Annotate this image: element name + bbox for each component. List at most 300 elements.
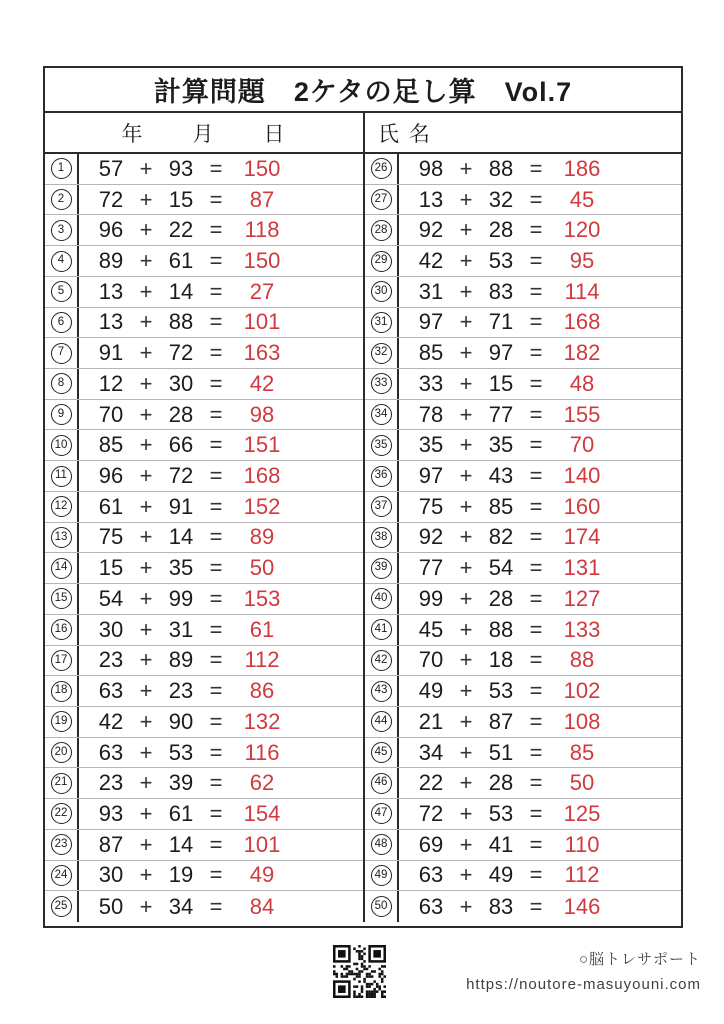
circled-number: 44 bbox=[371, 711, 392, 732]
circled-number: 37 bbox=[371, 496, 392, 517]
answer-value: 70 bbox=[569, 432, 595, 458]
equals-sign: = bbox=[529, 585, 543, 611]
operand-b: 51 bbox=[488, 739, 514, 765]
problem-row bbox=[45, 461, 363, 492]
plus-sign: + bbox=[459, 678, 473, 704]
operand-a: 13 bbox=[418, 186, 444, 212]
plus-sign: + bbox=[459, 186, 473, 212]
operand-a: 92 bbox=[418, 217, 444, 243]
problem-row bbox=[365, 646, 681, 677]
plus-sign: + bbox=[459, 616, 473, 642]
problems-grid bbox=[45, 154, 681, 922]
problem-equation bbox=[399, 553, 681, 583]
circled-number: 28 bbox=[371, 220, 392, 241]
circled-number: 50 bbox=[371, 896, 392, 917]
operand-a: 63 bbox=[418, 893, 444, 919]
problem-equation bbox=[79, 738, 363, 768]
problem-row bbox=[45, 891, 363, 922]
circled-number: 6 bbox=[51, 312, 72, 333]
operand-b: 85 bbox=[488, 493, 514, 519]
circled-number: 31 bbox=[371, 312, 392, 333]
circled-number: 24 bbox=[51, 865, 72, 886]
operand-a: 85 bbox=[98, 432, 124, 458]
problem-equation bbox=[399, 277, 681, 307]
operand-a: 34 bbox=[418, 739, 444, 765]
plus-sign: + bbox=[139, 524, 153, 550]
circled-number: 7 bbox=[51, 343, 72, 364]
circled-number: 38 bbox=[371, 527, 392, 548]
problem-equation bbox=[79, 215, 363, 245]
equals-sign: = bbox=[209, 309, 223, 335]
problem-row bbox=[45, 400, 363, 431]
problem-number bbox=[365, 308, 399, 338]
problem-number bbox=[365, 830, 399, 860]
problem-number bbox=[45, 584, 79, 614]
equals-sign: = bbox=[209, 708, 223, 734]
plus-sign: + bbox=[139, 708, 153, 734]
problem-number bbox=[365, 738, 399, 768]
operand-a: 54 bbox=[98, 585, 124, 611]
plus-sign: + bbox=[139, 309, 153, 335]
answer-value: 49 bbox=[249, 862, 275, 888]
problem-equation bbox=[79, 768, 363, 798]
answer-value: 48 bbox=[569, 370, 595, 396]
operand-b: 99 bbox=[168, 585, 194, 611]
equals-sign: = bbox=[529, 186, 543, 212]
plus-sign: + bbox=[459, 401, 473, 427]
problem-number bbox=[45, 615, 79, 645]
problem-number bbox=[365, 584, 399, 614]
equals-sign: = bbox=[529, 155, 543, 181]
operand-b: 28 bbox=[488, 217, 514, 243]
problem-row bbox=[45, 492, 363, 523]
operand-a: 98 bbox=[418, 155, 444, 181]
problem-row bbox=[365, 523, 681, 554]
operand-a: 89 bbox=[98, 248, 124, 274]
problem-equation bbox=[399, 615, 681, 645]
operand-b: 89 bbox=[168, 647, 194, 673]
problem-row bbox=[365, 738, 681, 769]
problem-number bbox=[365, 676, 399, 706]
answer-value: 163 bbox=[243, 340, 281, 366]
operand-a: 75 bbox=[418, 493, 444, 519]
problem-number bbox=[45, 707, 79, 737]
problem-equation bbox=[399, 338, 681, 368]
problem-row bbox=[45, 523, 363, 554]
circled-number: 39 bbox=[371, 558, 392, 579]
answer-value: 127 bbox=[563, 585, 601, 611]
operand-a: 92 bbox=[418, 524, 444, 550]
problem-equation bbox=[399, 400, 681, 430]
title-row bbox=[45, 68, 681, 113]
operand-b: 15 bbox=[168, 186, 194, 212]
plus-sign: + bbox=[459, 493, 473, 519]
equals-sign: = bbox=[529, 708, 543, 734]
circled-number: 14 bbox=[51, 558, 72, 579]
problem-number bbox=[45, 308, 79, 338]
answer-value: 88 bbox=[569, 647, 595, 673]
circled-number: 32 bbox=[371, 343, 392, 364]
operand-b: 15 bbox=[488, 370, 514, 396]
equals-sign: = bbox=[529, 217, 543, 243]
problem-number bbox=[45, 768, 79, 798]
problem-row bbox=[365, 584, 681, 615]
problem-row bbox=[45, 830, 363, 861]
circled-number: 26 bbox=[371, 158, 392, 179]
year-label: 年 bbox=[121, 122, 143, 146]
problem-equation bbox=[399, 369, 681, 399]
circled-number: 5 bbox=[51, 281, 72, 302]
problem-row bbox=[365, 154, 681, 185]
operand-b: 35 bbox=[168, 555, 194, 581]
circled-number: 25 bbox=[51, 896, 72, 917]
equals-sign: = bbox=[209, 555, 223, 581]
plus-sign: + bbox=[139, 463, 153, 489]
problem-row bbox=[365, 215, 681, 246]
footer-credits bbox=[466, 947, 701, 997]
operand-a: 77 bbox=[418, 555, 444, 581]
problem-row bbox=[365, 277, 681, 308]
problem-number bbox=[365, 185, 399, 215]
problem-row bbox=[45, 799, 363, 830]
operand-a: 72 bbox=[418, 800, 444, 826]
operand-b: 53 bbox=[488, 800, 514, 826]
answer-value: 154 bbox=[243, 800, 281, 826]
plus-sign: + bbox=[459, 800, 473, 826]
answer-value: 146 bbox=[563, 893, 601, 919]
operand-b: 22 bbox=[168, 217, 194, 243]
problem-row bbox=[365, 430, 681, 461]
equals-sign: = bbox=[529, 893, 543, 919]
problem-equation bbox=[79, 676, 363, 706]
problem-equation bbox=[79, 584, 363, 614]
operand-a: 50 bbox=[98, 893, 124, 919]
problem-equation bbox=[79, 830, 363, 860]
equals-sign: = bbox=[529, 800, 543, 826]
equals-sign: = bbox=[529, 555, 543, 581]
problem-number bbox=[45, 430, 79, 460]
answer-value: 61 bbox=[249, 616, 275, 642]
qr-code bbox=[333, 945, 386, 998]
problem-equation bbox=[79, 277, 363, 307]
plus-sign: + bbox=[139, 432, 153, 458]
problem-equation bbox=[79, 461, 363, 491]
circled-number: 18 bbox=[51, 681, 72, 702]
answer-value: 84 bbox=[249, 893, 275, 919]
problem-row bbox=[45, 246, 363, 277]
plus-sign: + bbox=[139, 278, 153, 304]
problem-equation bbox=[79, 246, 363, 276]
problem-number bbox=[45, 400, 79, 430]
equals-sign: = bbox=[529, 432, 543, 458]
equals-sign: = bbox=[209, 616, 223, 642]
problem-row bbox=[365, 461, 681, 492]
problem-equation bbox=[399, 738, 681, 768]
operand-b: 88 bbox=[488, 616, 514, 642]
equals-sign: = bbox=[209, 155, 223, 181]
problem-number bbox=[365, 154, 399, 184]
problem-number bbox=[365, 799, 399, 829]
equals-sign: = bbox=[209, 800, 223, 826]
operand-a: 75 bbox=[98, 524, 124, 550]
circled-number: 8 bbox=[51, 373, 72, 394]
operand-b: 72 bbox=[168, 340, 194, 366]
operand-a: 97 bbox=[418, 309, 444, 335]
problem-row bbox=[365, 830, 681, 861]
circled-number: 15 bbox=[51, 588, 72, 609]
plus-sign: + bbox=[139, 401, 153, 427]
circled-number: 17 bbox=[51, 650, 72, 671]
problem-equation bbox=[399, 430, 681, 460]
answer-value: 101 bbox=[243, 309, 281, 335]
problem-number bbox=[365, 768, 399, 798]
plus-sign: + bbox=[459, 647, 473, 673]
equals-sign: = bbox=[209, 340, 223, 366]
problem-equation bbox=[79, 707, 363, 737]
operand-b: 83 bbox=[488, 893, 514, 919]
equals-sign: = bbox=[209, 248, 223, 274]
operand-b: 34 bbox=[168, 893, 194, 919]
operand-a: 21 bbox=[418, 708, 444, 734]
problem-equation bbox=[399, 861, 681, 891]
equals-sign: = bbox=[529, 647, 543, 673]
problem-equation bbox=[399, 308, 681, 338]
answer-value: 101 bbox=[243, 831, 281, 857]
plus-sign: + bbox=[139, 770, 153, 796]
problem-number bbox=[45, 861, 79, 891]
circled-number: 2 bbox=[51, 189, 72, 210]
problem-equation bbox=[79, 308, 363, 338]
equals-sign: = bbox=[529, 739, 543, 765]
problem-number bbox=[365, 553, 399, 583]
problem-row bbox=[365, 615, 681, 646]
circled-number: 4 bbox=[51, 251, 72, 272]
problem-row bbox=[45, 707, 363, 738]
equals-sign: = bbox=[529, 248, 543, 274]
plus-sign: + bbox=[139, 616, 153, 642]
answer-value: 95 bbox=[569, 248, 595, 274]
problem-equation bbox=[399, 646, 681, 676]
answer-value: 45 bbox=[569, 186, 595, 212]
circled-number: 9 bbox=[51, 404, 72, 425]
plus-sign: + bbox=[139, 647, 153, 673]
operand-b: 77 bbox=[488, 401, 514, 427]
problem-row bbox=[45, 553, 363, 584]
problem-row bbox=[45, 185, 363, 216]
problem-equation bbox=[399, 584, 681, 614]
circled-number: 10 bbox=[51, 435, 72, 456]
plus-sign: + bbox=[459, 340, 473, 366]
problem-row bbox=[365, 400, 681, 431]
problem-row bbox=[45, 584, 363, 615]
answer-value: 120 bbox=[563, 217, 601, 243]
equals-sign: = bbox=[209, 524, 223, 550]
problem-number bbox=[365, 277, 399, 307]
header-row bbox=[45, 113, 681, 154]
problem-row bbox=[45, 430, 363, 461]
operand-b: 53 bbox=[168, 739, 194, 765]
circled-number: 35 bbox=[371, 435, 392, 456]
problem-equation bbox=[399, 154, 681, 184]
problem-number bbox=[45, 738, 79, 768]
problem-row bbox=[365, 891, 681, 922]
operand-b: 72 bbox=[168, 463, 194, 489]
operand-a: 96 bbox=[98, 463, 124, 489]
plus-sign: + bbox=[139, 217, 153, 243]
problem-row bbox=[365, 861, 681, 892]
operand-b: 23 bbox=[168, 678, 194, 704]
plus-sign: + bbox=[139, 555, 153, 581]
plus-sign: + bbox=[459, 278, 473, 304]
problem-equation bbox=[399, 707, 681, 737]
problem-number bbox=[365, 615, 399, 645]
answer-value: 168 bbox=[563, 309, 601, 335]
plus-sign: + bbox=[459, 585, 473, 611]
operand-a: 91 bbox=[98, 340, 124, 366]
day-label: 日 bbox=[263, 122, 285, 146]
problem-number bbox=[365, 492, 399, 522]
problem-number bbox=[45, 676, 79, 706]
plus-sign: + bbox=[459, 555, 473, 581]
circled-number: 3 bbox=[51, 220, 72, 241]
problem-number bbox=[45, 492, 79, 522]
problem-equation bbox=[399, 768, 681, 798]
equals-sign: = bbox=[209, 739, 223, 765]
problem-number bbox=[45, 523, 79, 553]
circled-number: 27 bbox=[371, 189, 392, 210]
problem-row bbox=[365, 707, 681, 738]
operand-a: 63 bbox=[98, 739, 124, 765]
operand-b: 43 bbox=[488, 463, 514, 489]
circled-number: 22 bbox=[51, 803, 72, 824]
operand-a: 23 bbox=[98, 647, 124, 673]
problem-number bbox=[365, 246, 399, 276]
equals-sign: = bbox=[209, 432, 223, 458]
operand-b: 88 bbox=[488, 155, 514, 181]
circled-number: 42 bbox=[371, 650, 392, 671]
plus-sign: + bbox=[139, 585, 153, 611]
answer-value: 118 bbox=[244, 217, 280, 243]
problem-equation bbox=[79, 799, 363, 829]
plus-sign: + bbox=[459, 862, 473, 888]
date-field bbox=[45, 113, 363, 152]
operand-b: 87 bbox=[488, 708, 514, 734]
operand-a: 33 bbox=[418, 370, 444, 396]
circled-number: 21 bbox=[51, 773, 72, 794]
operand-b: 97 bbox=[488, 340, 514, 366]
operand-a: 30 bbox=[98, 616, 124, 642]
operand-a: 85 bbox=[418, 340, 444, 366]
circled-number: 23 bbox=[51, 834, 72, 855]
plus-sign: + bbox=[139, 340, 153, 366]
problem-equation bbox=[399, 891, 681, 922]
problem-equation bbox=[79, 492, 363, 522]
circled-number: 41 bbox=[371, 619, 392, 640]
operand-a: 97 bbox=[418, 463, 444, 489]
equals-sign: = bbox=[209, 647, 223, 673]
operand-b: 54 bbox=[488, 555, 514, 581]
problem-number bbox=[365, 707, 399, 737]
problem-number bbox=[365, 891, 399, 922]
problem-number bbox=[365, 430, 399, 460]
operand-a: 42 bbox=[98, 708, 124, 734]
problem-row bbox=[365, 553, 681, 584]
circled-number: 1 bbox=[51, 158, 72, 179]
problem-equation bbox=[79, 523, 363, 553]
operand-b: 35 bbox=[488, 432, 514, 458]
problem-row bbox=[365, 308, 681, 339]
operand-a: 99 bbox=[418, 585, 444, 611]
equals-sign: = bbox=[529, 340, 543, 366]
operand-a: 42 bbox=[418, 248, 444, 274]
problem-number bbox=[45, 277, 79, 307]
answer-value: 125 bbox=[563, 800, 601, 826]
plus-sign: + bbox=[139, 155, 153, 181]
problem-number bbox=[365, 461, 399, 491]
operand-a: 72 bbox=[98, 186, 124, 212]
equals-sign: = bbox=[209, 585, 223, 611]
operand-a: 12 bbox=[98, 370, 124, 396]
answer-value: 98 bbox=[249, 401, 275, 427]
equals-sign: = bbox=[529, 770, 543, 796]
plus-sign: + bbox=[459, 524, 473, 550]
operand-b: 30 bbox=[168, 370, 194, 396]
answer-value: 50 bbox=[249, 555, 275, 581]
site-name: ○脳トレサポート bbox=[578, 951, 701, 968]
plus-sign: + bbox=[459, 217, 473, 243]
operand-a: 61 bbox=[98, 493, 124, 519]
operand-a: 13 bbox=[98, 278, 124, 304]
answer-value: 168 bbox=[243, 463, 281, 489]
equals-sign: = bbox=[209, 370, 223, 396]
problem-row bbox=[45, 154, 363, 185]
problem-row bbox=[45, 308, 363, 339]
operand-b: 39 bbox=[168, 770, 194, 796]
operand-b: 61 bbox=[168, 248, 194, 274]
answer-value: 150 bbox=[243, 248, 281, 274]
equals-sign: = bbox=[529, 493, 543, 519]
operand-b: 14 bbox=[168, 278, 194, 304]
operand-b: 91 bbox=[168, 493, 194, 519]
circled-number: 30 bbox=[371, 281, 392, 302]
equals-sign: = bbox=[529, 862, 543, 888]
equals-sign: = bbox=[529, 524, 543, 550]
answer-value: 186 bbox=[563, 155, 601, 181]
problem-number bbox=[365, 523, 399, 553]
problem-number bbox=[365, 646, 399, 676]
answer-value: 153 bbox=[243, 585, 281, 611]
problem-number bbox=[45, 185, 79, 215]
answer-value: 27 bbox=[249, 278, 275, 304]
operand-a: 96 bbox=[98, 217, 124, 243]
problem-equation bbox=[79, 553, 363, 583]
answer-value: 86 bbox=[249, 678, 275, 704]
operand-a: 23 bbox=[98, 770, 124, 796]
problem-number bbox=[365, 338, 399, 368]
plus-sign: + bbox=[459, 370, 473, 396]
answer-value: 50 bbox=[569, 770, 595, 796]
problem-equation bbox=[79, 338, 363, 368]
operand-a: 30 bbox=[98, 862, 124, 888]
operand-a: 49 bbox=[418, 678, 444, 704]
equals-sign: = bbox=[209, 893, 223, 919]
problem-equation bbox=[79, 430, 363, 460]
equals-sign: = bbox=[209, 493, 223, 519]
operand-b: 14 bbox=[168, 831, 194, 857]
site-url: https://noutore-masuyouni.com bbox=[466, 976, 701, 993]
operand-b: 31 bbox=[168, 616, 194, 642]
problem-number bbox=[45, 891, 79, 922]
